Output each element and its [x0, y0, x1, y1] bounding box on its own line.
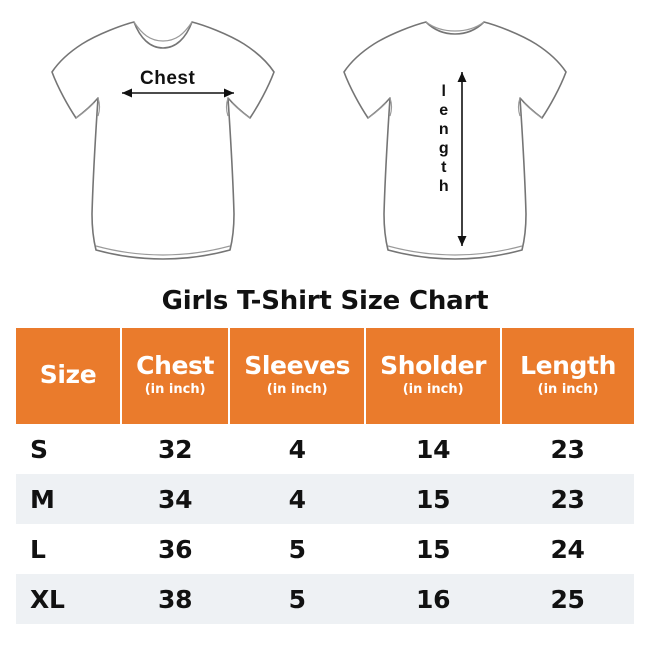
column-header-length-unit: (in inch)	[537, 382, 599, 398]
cell-size: L	[30, 534, 46, 564]
cell-length: 23	[550, 434, 585, 464]
illustration-area	[0, 0, 650, 272]
chest-measure-label: Chest	[140, 68, 196, 89]
cell-size: XL	[16, 574, 121, 624]
column-header-sleeves	[229, 328, 365, 424]
cell-length: 25	[501, 574, 634, 624]
cell-chest: 36	[158, 534, 193, 564]
cell-size: M	[16, 474, 121, 524]
table-row	[16, 424, 634, 474]
size-chart-table-wrap	[16, 328, 634, 624]
cell-sholder: 15	[365, 474, 501, 524]
column-header-sleeves-unit: (in inch)	[266, 382, 328, 398]
table-body	[16, 424, 634, 624]
column-header-chest	[121, 328, 229, 424]
cell-sleeves: 4	[288, 434, 306, 464]
column-header-chest-unit: (in inch)	[144, 382, 206, 398]
column-header-chest-label: Chest	[136, 350, 215, 380]
table-row	[16, 574, 634, 624]
column-header-length-label: Length	[520, 350, 617, 380]
table-row	[16, 474, 634, 524]
column-header-sleeves-label: Sleeves	[244, 350, 351, 380]
cell-sleeves: 4	[229, 474, 365, 524]
cell-chest: 34	[121, 474, 229, 524]
table-row	[16, 524, 634, 574]
cell-length: 23	[501, 474, 634, 524]
table-header	[16, 328, 634, 424]
cell-length: 24	[550, 534, 585, 564]
cell-chest: 38	[121, 574, 229, 624]
length-measure-label: l e n g t h	[438, 83, 450, 195]
page-title: Girls T-Shirt Size Chart	[161, 286, 489, 316]
column-header-sholder-label: Sholder	[380, 350, 487, 380]
column-header-length	[501, 328, 634, 424]
cell-sleeves: 5	[229, 574, 365, 624]
column-header-sholder-unit: (in inch)	[402, 382, 464, 398]
cell-sholder: 15	[416, 534, 451, 564]
t-shirt-front-view	[38, 8, 288, 263]
cell-size: S	[30, 434, 48, 464]
column-header-size-label: Size	[39, 359, 97, 389]
length-measure-arrow	[453, 64, 471, 254]
size-chart-table	[16, 328, 634, 624]
cell-sholder: 14	[416, 434, 451, 464]
table-header-row	[16, 328, 634, 424]
cell-chest: 32	[158, 434, 193, 464]
column-header-size	[16, 328, 121, 424]
cell-sholder: 16	[365, 574, 501, 624]
column-header-sholder	[365, 328, 501, 424]
cell-sleeves: 5	[288, 534, 306, 564]
